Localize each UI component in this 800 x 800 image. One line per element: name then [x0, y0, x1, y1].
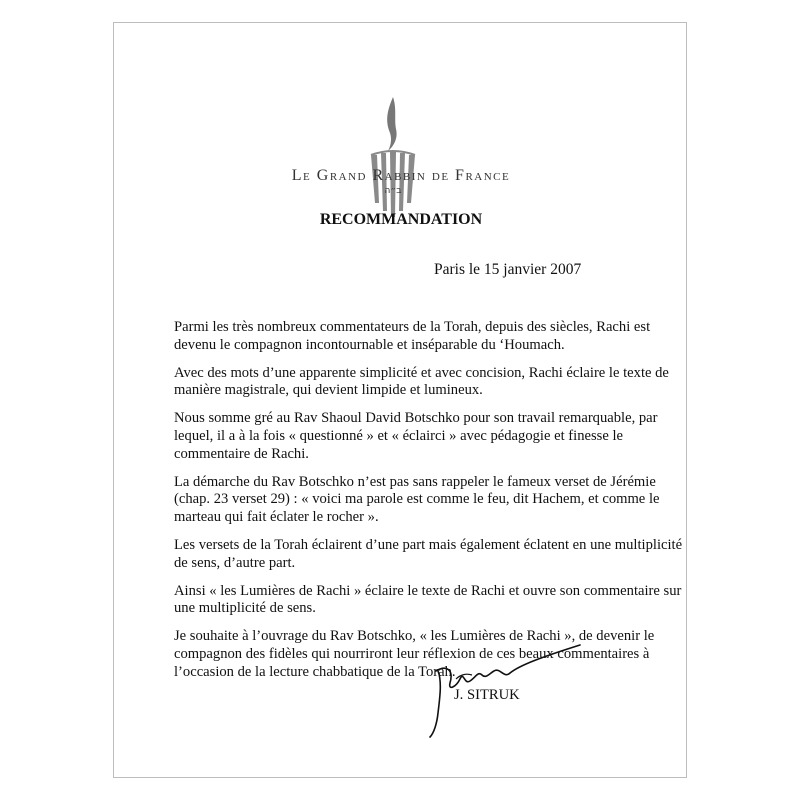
paragraph: Je souhaite à l’ouvrage du Rav Botschko, « les Lumières de Rachi », de devenir le compagnon des fidèles qui nourriront leur réflexion de ces beaux commentaires à l’occasion de la lecture chabbatique de la Torah.: [174, 628, 655, 680]
letterhead-org-name: Le Grand Rabbin de France: [291, 167, 511, 184]
paragraph: Avec des mots d’une apparente simplicité et avec concision, Rachi éclaire le texte de manière magistrale, qui devient limpide et lumineux.: [174, 364, 669, 399]
paragraph: Parmi les très nombreux commentateurs de la Torah, depuis des siècles, Rachi est devenu le compagnon incontournable et inséparable du ‘Houmach.: [174, 319, 651, 353]
letter-page: [113, 22, 687, 778]
paragraph: Les versets de la Torah éclairent d’une part mais également éclatent en une multiplicité de sens, d’autre part.: [174, 536, 683, 571]
paragraph: Nous somme gré au Rav Shaoul David Botschko pour son travail remarquable, par lequel, il a à la fois « questionné » et « éclairci » avec pédagogie et finesse le commentaire de Rachi.: [174, 410, 658, 462]
document-date: Paris le 15 janvier 2007: [434, 261, 582, 278]
signer-name: J. SITRUK: [454, 687, 520, 703]
paragraph: Ainsi « les Lumières de Rachi » éclaire le texte de Rachi et ouvre son commentaire sur une multiplicité de sens.: [174, 582, 682, 617]
letterhead: [114, 93, 688, 223]
paragraph: La démarche du Rav Botschko n’est pas sans rappeler le fameux verset de Jérémie (chap. 23 verset 29) : « voici ma parole est comme le feu, dit Hachem, et comme le marteau qui fait éclater le rocher ».: [174, 473, 660, 525]
document-title: RECOMMANDATION: [319, 211, 483, 228]
emblem-inscription: ב״ה: [384, 186, 402, 196]
